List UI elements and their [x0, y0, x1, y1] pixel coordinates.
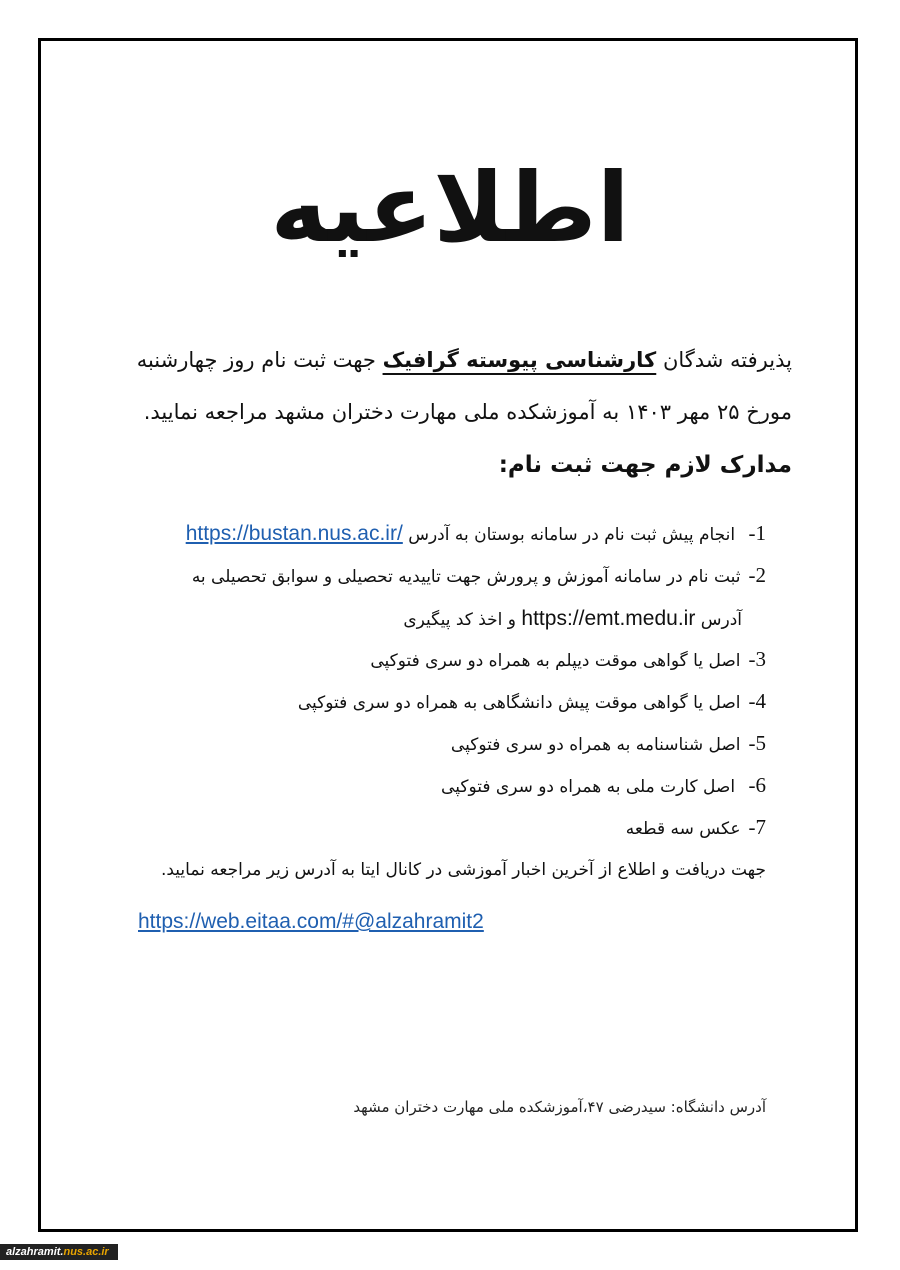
- intro-before: پذیرفته شدگان: [656, 348, 792, 372]
- item-number: 1-: [748, 521, 766, 545]
- list-item: [140, 554, 766, 638]
- item-number: 4-: [748, 689, 766, 713]
- page-title: اطلاعیه: [270, 152, 630, 264]
- documents-heading: مدارک لازم جهت ثبت نام:: [498, 452, 792, 478]
- list-item: [140, 512, 766, 554]
- eitaa-channel-link[interactable]: https://web.eitaa.com/#@alzahramit2: [138, 910, 484, 933]
- item-sub-after: و اخذ کد پیگیری: [403, 610, 522, 630]
- list-item: [140, 680, 766, 722]
- list-item: [140, 638, 766, 680]
- item-text: عکس سه قطعه: [625, 819, 741, 839]
- item-sub-before: آدرس: [695, 610, 742, 630]
- item-text: اصل کارت ملی به همراه دو سری فتوکپی: [441, 777, 741, 797]
- item-text: اصل یا گواهی موقت پیش دانشگاهی به همراه دو سری فتوکپی: [297, 693, 741, 713]
- intro-paragraph: [104, 334, 792, 438]
- documents-list: [140, 512, 766, 848]
- bustan-link[interactable]: https://bustan.nus.ac.ir/: [185, 522, 403, 545]
- watermark-part1: alzahramit.: [6, 1246, 64, 1258]
- site-watermark: [0, 1244, 118, 1260]
- list-item: [140, 806, 766, 848]
- program-name: کارشناسی پیوسته گرافیک: [382, 348, 657, 372]
- channel-text: جهت دریافت و اطلاع از آخرین اخبار آموزشی در کانال ایتا به آدرس زیر مراجعه نمایید.: [160, 860, 766, 880]
- item-text: انجام پیش ثبت نام در سامانه بوستان به آدرس: [402, 525, 741, 545]
- list-item: [140, 764, 766, 806]
- item-number: 7-: [748, 815, 766, 839]
- item-text: اصل یا گواهی موقت دیپلم به همراه دو سری فتوکپی: [370, 651, 741, 671]
- list-item: [140, 722, 766, 764]
- emt-url: https://emt.medu.ir: [521, 607, 696, 630]
- item-number: 2-: [748, 563, 766, 587]
- item-text: ثبت نام در سامانه آموزش و پرورش جهت تاییدیه تحصیلی و سوابق تحصیلی به: [191, 567, 741, 587]
- item-number: 3-: [748, 647, 766, 671]
- item-text: اصل شناسنامه به همراه دو سری فتوکپی: [450, 735, 741, 755]
- watermark-part2: nus.ac.ir: [63, 1246, 109, 1258]
- university-address: آدرس دانشگاه: سیدرضی ۴۷،آموزشکده ملی مهارت دختران مشهد: [353, 1098, 766, 1116]
- intro-after: جهت ثبت نام روز چهارشنبه مورخ ۲۵ مهر ۱۴۰۳ به آموزشکده ملی مهارت دختران مشهد مراجعه نمایید.: [136, 348, 792, 424]
- item-number: 6-: [748, 773, 766, 797]
- item-number: 5-: [748, 731, 766, 755]
